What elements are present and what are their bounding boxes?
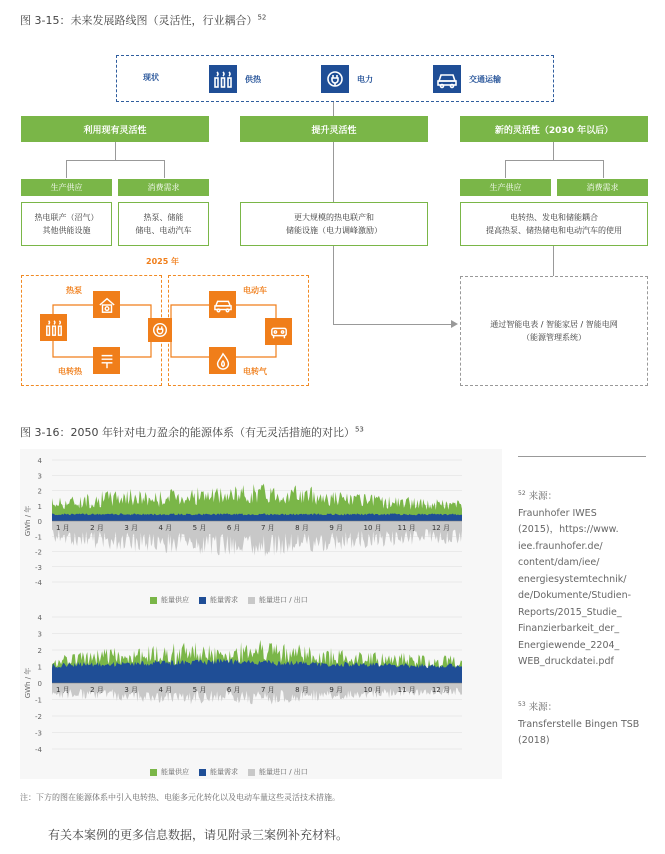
chart-legend bbox=[140, 767, 308, 777]
y-tick-label: -3 bbox=[35, 729, 42, 738]
legend-label: 能量进口 / 出口 bbox=[259, 768, 308, 776]
status-item-label: 交通运输 bbox=[469, 74, 501, 84]
status-item-heating bbox=[209, 65, 261, 93]
connector bbox=[333, 102, 334, 116]
x-tick-label: 10 月 bbox=[363, 686, 382, 694]
x-tick-label: 6 月 bbox=[226, 686, 241, 694]
x-tick-label: 2 月 bbox=[90, 524, 104, 532]
sidenote-53 bbox=[518, 697, 658, 750]
box-line: （能源管理系统） bbox=[522, 333, 586, 342]
sub-header-demand: 消费需求 bbox=[557, 179, 648, 196]
sidenote-line: energiesystemtechnik/ bbox=[518, 573, 627, 585]
y-tick-label: -2 bbox=[35, 713, 42, 721]
legend-swatch-trade bbox=[248, 769, 255, 776]
x-tick-label: 12 月 bbox=[431, 524, 450, 532]
label-heat-pump: 热泵 bbox=[66, 286, 82, 295]
column-header-enhance: 提升灵活性 bbox=[240, 116, 428, 142]
figure-note: 注：下方的图在能源体系中引入电转热、电能多元化转化以及电动车量这些灵活技术措施。 bbox=[20, 793, 340, 802]
footnote-ref: 53 bbox=[518, 701, 526, 708]
legend-label: 能量供应 bbox=[161, 768, 189, 776]
box-smart-grid bbox=[460, 276, 648, 386]
legend-label: 能量供应 bbox=[161, 596, 189, 604]
box-line: 热泵、储能 bbox=[143, 213, 184, 222]
box-line: 储能设施（电力调峰激励） bbox=[286, 226, 382, 235]
y-tick-label: -3 bbox=[35, 563, 42, 572]
column-header-new: 新的灵活性（2030 年以后） bbox=[460, 116, 648, 142]
connector bbox=[553, 142, 554, 160]
box-new bbox=[460, 202, 648, 246]
x-tick-label: 4 月 bbox=[158, 686, 173, 694]
y-tick-label: -1 bbox=[35, 696, 42, 705]
footnote-ref: 53 bbox=[354, 425, 364, 434]
arrow-head-icon bbox=[451, 320, 458, 328]
sidenote-head bbox=[518, 697, 658, 717]
sub-header-supply: 生产供应 bbox=[21, 179, 112, 196]
y-tick-label: 4 bbox=[37, 457, 42, 465]
x-tick-label: 11 月 bbox=[397, 524, 416, 532]
sidenote-line: Fraunhofer IWES bbox=[518, 507, 597, 519]
figure-title-3-16 bbox=[20, 424, 364, 440]
power-to-gas-flame-icon bbox=[209, 347, 236, 374]
y-tick-label: 0 bbox=[37, 518, 42, 526]
power-to-heat-icon bbox=[93, 347, 120, 374]
status-label: 现状 bbox=[143, 73, 159, 82]
x-tick-label: 9 月 bbox=[329, 686, 344, 694]
power-plug-icon bbox=[321, 65, 349, 93]
y-tick-label: 3 bbox=[37, 630, 42, 639]
sidenote-line: Finanzierbarkeit_der_ bbox=[518, 623, 620, 635]
y-tick-label: 0 bbox=[37, 680, 42, 688]
x-tick-label: 1 月 bbox=[56, 686, 70, 694]
box-line: 通过智能电表 / 智能家居 / 智能电网 bbox=[490, 320, 618, 329]
box-line: 其他供能设施 bbox=[42, 226, 91, 235]
connector bbox=[66, 160, 164, 161]
box-line: 热电联产（沼气） bbox=[34, 213, 99, 222]
legend-label: 能量进口 / 出口 bbox=[259, 596, 308, 604]
car-icon bbox=[433, 65, 461, 93]
heating-radiator-icon bbox=[40, 314, 67, 341]
status-item-power bbox=[321, 65, 373, 93]
body-text: 有关本案例的更多信息数据，请见附录三案例补充材料。 bbox=[48, 828, 349, 842]
status-item-label: 供热 bbox=[245, 74, 261, 84]
connector bbox=[66, 160, 67, 178]
sidenote-line: WEB_druckdatei.pdf bbox=[518, 656, 614, 668]
sidenote-line: content/dam/iee/ bbox=[518, 557, 600, 569]
box-enhance bbox=[240, 202, 428, 246]
sidenote-line: Reports/2015_Studie_ bbox=[518, 606, 622, 618]
connector bbox=[505, 160, 506, 178]
y-tick-label: 1 bbox=[37, 502, 42, 511]
status-item-transport bbox=[433, 65, 501, 93]
legend-swatch-trade bbox=[248, 597, 255, 604]
box-line: 更大规模的热电联产和 bbox=[294, 213, 374, 222]
x-tick-label: 5 月 bbox=[192, 686, 207, 694]
y-tick-label: 4 bbox=[37, 614, 42, 622]
x-tick-label: 2 月 bbox=[90, 686, 104, 694]
figure-title-text: 图 3-16：2050 年针对电力盈余的能源体系（有无灵活措施的对比） bbox=[20, 426, 355, 439]
heating-radiator-icon bbox=[209, 65, 237, 93]
sidenote-line: (2015)，https://www. bbox=[518, 524, 619, 536]
sub-header-demand: 消费需求 bbox=[118, 179, 209, 196]
sidenote-line: Transferstelle Bingen TSB bbox=[518, 718, 640, 730]
x-tick-label: 12 月 bbox=[431, 686, 450, 694]
connector bbox=[333, 142, 334, 202]
x-tick-label: 5 月 bbox=[192, 524, 207, 532]
x-tick-label: 3 月 bbox=[124, 686, 139, 694]
sidenote-rule bbox=[518, 456, 646, 457]
x-tick-label: 7 月 bbox=[261, 686, 275, 694]
sidenote-head bbox=[518, 486, 658, 506]
x-tick-label: 11 月 bbox=[397, 686, 416, 694]
x-tick-label: 4 月 bbox=[158, 524, 173, 532]
status-item-label: 电力 bbox=[357, 74, 373, 84]
chart-legend bbox=[140, 595, 308, 605]
sidenote-line: iee.fraunhofer.de/ bbox=[518, 540, 603, 552]
legend-swatch-supply bbox=[150, 597, 157, 604]
legend-label: 能量需求 bbox=[210, 768, 238, 776]
y-tick-label: -4 bbox=[35, 746, 42, 754]
y-tick-label: 2 bbox=[37, 487, 42, 496]
status-row bbox=[116, 55, 554, 102]
connector bbox=[553, 246, 554, 276]
connector-arrow bbox=[333, 324, 453, 325]
x-tick-label: 3 月 bbox=[124, 524, 139, 532]
sidenote-line: (2018) bbox=[518, 735, 550, 747]
chart-with-flexibility bbox=[20, 609, 502, 759]
legend-swatch-demand bbox=[199, 769, 206, 776]
box-existing-demand bbox=[118, 202, 209, 246]
figure-title-3-15 bbox=[20, 12, 266, 28]
electric-car-icon bbox=[209, 291, 236, 318]
sidenote-label: 来源： bbox=[528, 702, 558, 714]
x-tick-label: 1 月 bbox=[56, 524, 70, 532]
connector bbox=[115, 142, 116, 160]
y-tick-label: -2 bbox=[35, 548, 42, 557]
y-tick-label: -4 bbox=[35, 579, 42, 587]
y-axis-label: GWh / 年 bbox=[24, 667, 32, 699]
heat-pump-house-icon bbox=[93, 291, 120, 318]
sub-header-supply: 生产供应 bbox=[460, 179, 551, 196]
box-line: 提高热泵、储热储电和电动汽车的使用 bbox=[486, 226, 622, 235]
y-tick-label: 1 bbox=[37, 663, 42, 672]
box-line: 储电、电动汽车 bbox=[135, 226, 192, 235]
legend-swatch-supply bbox=[150, 769, 157, 776]
label-power-to-heat: 电转热 bbox=[58, 367, 82, 376]
x-tick-label: 6 月 bbox=[226, 524, 241, 532]
box-existing-supply bbox=[21, 202, 112, 246]
legend-label: 能量需求 bbox=[210, 596, 238, 604]
figure-title-text: 图 3-15：未来发展路线图（灵活性，行业耦合） bbox=[20, 14, 258, 27]
connector bbox=[505, 160, 603, 161]
x-tick-label: 7 月 bbox=[261, 524, 275, 532]
chart-without-flexibility bbox=[20, 452, 502, 592]
connector bbox=[333, 246, 334, 324]
y-tick-label: -1 bbox=[35, 533, 42, 542]
connector bbox=[603, 160, 604, 178]
x-tick-label: 9 月 bbox=[329, 524, 344, 532]
legend-swatch-demand bbox=[199, 597, 206, 604]
box-line: 电转热、发电和储能耦合 bbox=[510, 213, 598, 222]
column-header-existing: 利用现有灵活性 bbox=[21, 116, 209, 142]
y-tick-label: 2 bbox=[37, 647, 42, 655]
sidenote-52 bbox=[518, 486, 658, 671]
x-tick-label: 8 月 bbox=[295, 686, 309, 694]
x-tick-label: 8 月 bbox=[295, 524, 309, 532]
footnote-ref: 52 bbox=[518, 490, 526, 497]
sidenote-line: Energiewende_2204_ bbox=[518, 639, 620, 651]
car-front-icon bbox=[265, 318, 292, 345]
sidenote-line: de/Dokumente/Studien- bbox=[518, 590, 632, 602]
label-ev: 电动车 bbox=[243, 286, 267, 295]
footnote-ref: 52 bbox=[257, 13, 267, 22]
power-plug-icon bbox=[148, 318, 172, 342]
sidenote-label: 来源： bbox=[528, 491, 558, 503]
y-axis-label: GWh / 年 bbox=[24, 505, 32, 537]
year-label: 2025 年 bbox=[146, 257, 180, 266]
label-power-to-gas: 电转气 bbox=[243, 367, 267, 376]
y-tick-label: 3 bbox=[37, 472, 42, 481]
x-tick-label: 10 月 bbox=[363, 524, 382, 532]
connector bbox=[164, 160, 165, 178]
